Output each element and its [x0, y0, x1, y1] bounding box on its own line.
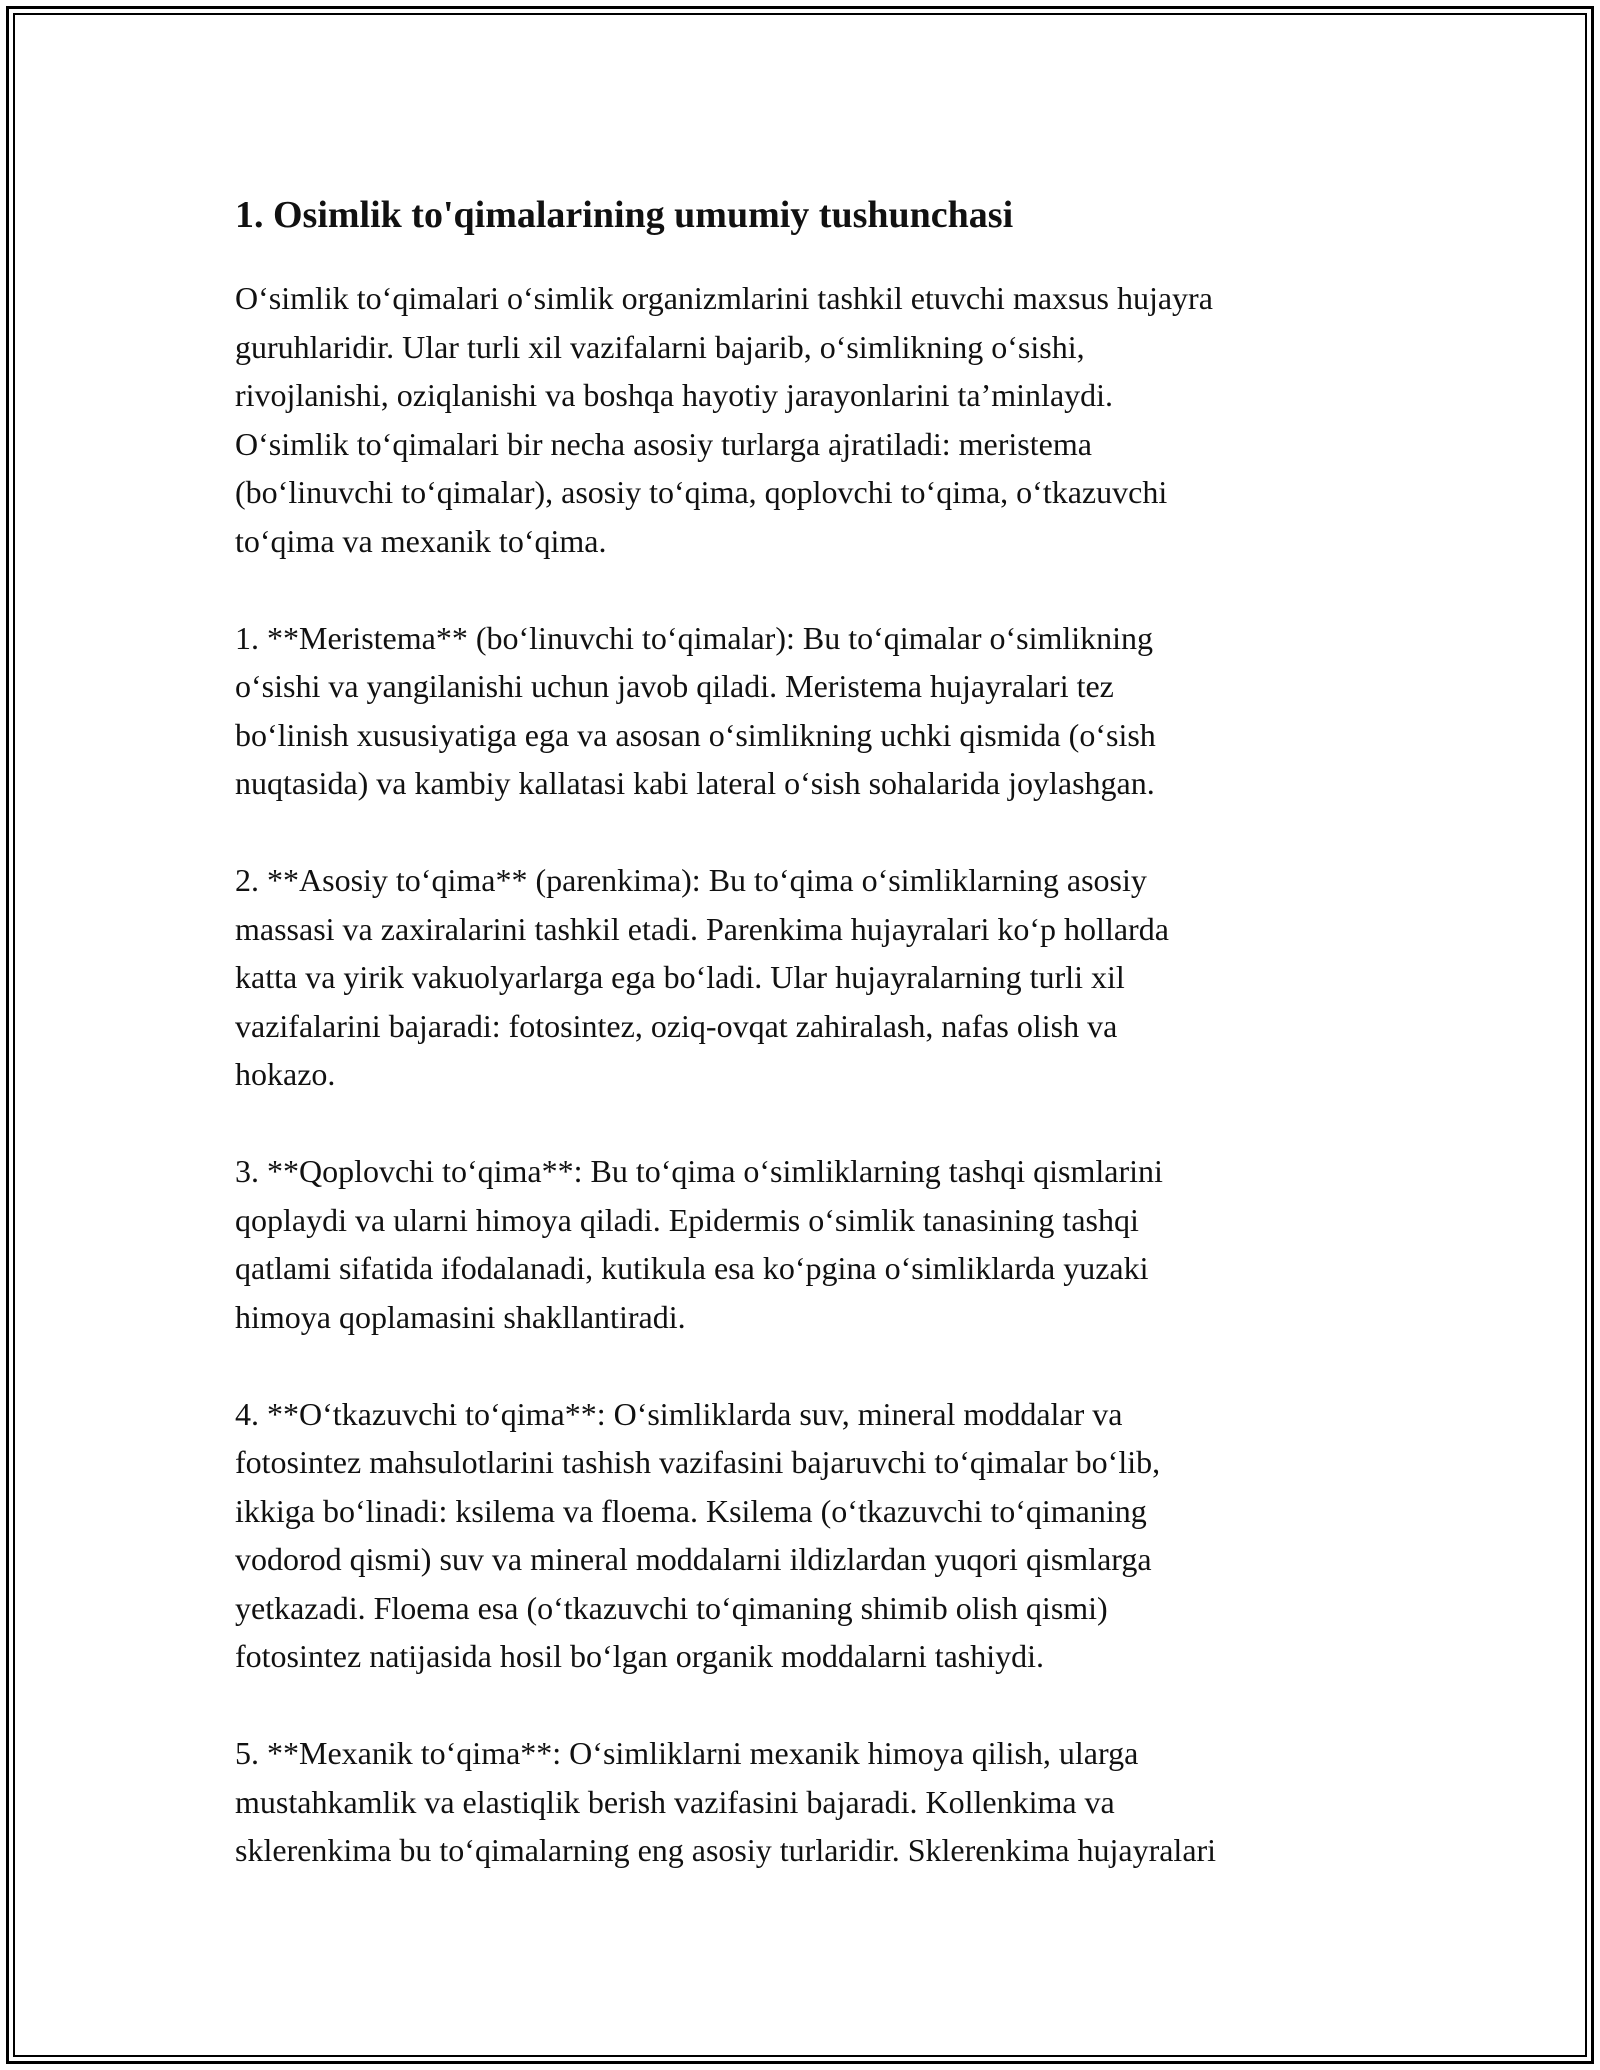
text-line: ikkiga bo‘linadi: ksilema va floema. Ksilema (o‘tkazuvchi to‘qimaning [235, 1492, 1147, 1529]
text-line: himoya qoplamasini shakllantiradi. [235, 1298, 686, 1335]
text-line: mustahkamlik va elastiqlik berish vazifasini bajaradi. Kollenkima va [235, 1783, 1115, 1820]
text-line: qatlami sifatida ifodalanadi, kutikula esa ko‘pgina o‘simliklarda yuzaki [235, 1250, 1149, 1286]
text-line: guruhlaridir. Ular turli xil vazifalarni bajarib, o‘simlikning o‘sishi, [235, 328, 1085, 365]
qoplovchi-toqima-paragraph [235, 1147, 1375, 1341]
text-line: vazifalarini bajaradi: fotosintez, oziq-ovqat zahiralash, nafas olish va [235, 1007, 1118, 1044]
text-line: sklerenkima bu to‘qimalarning eng asosiy turlaridir. Sklerenkima hujayralari [235, 1832, 1217, 1868]
intro-paragraph [235, 274, 1375, 565]
text-line: (bo‘linuvchi to‘qimalar), asosiy to‘qima, qoplovchi to‘qima, o‘tkazuvchi [235, 474, 1168, 510]
text-line: fotosintez natijasida hosil bo‘lgan organik moddalarni tashiydi. [235, 1638, 1045, 1674]
text-line: yetkazadi. Floema esa (o‘tkazuvchi to‘qimaning shimib olish qismi) [235, 1589, 1108, 1626]
document-title: 1. Osimlik to'qimalarining umumiy tushunchasi [235, 194, 1014, 236]
meristema-paragraph [235, 614, 1375, 808]
text-line: qoplaydi va ularni himoya qiladi. Epidermis o‘simlik tanasining tashqi [235, 1201, 1139, 1238]
document-body [235, 188, 1375, 1923]
text-line: 2. **Asosiy to‘qima** (parenkima): Bu to‘qima o‘simliklarning asosiy [235, 862, 1147, 898]
text-line: 5. **Mexanik to‘qima**: O‘simliklarni mexanik himoya qilish, ularga [235, 1735, 1139, 1771]
text-line: massasi va zaxiralarini tashkil etadi. Parenkima hujayralari ko‘p hollarda [235, 910, 1169, 947]
text-line: O‘simlik to‘qimalari o‘simlik organizmlarini tashkil etuvchi maxsus hujayra [235, 280, 1213, 316]
text-line: o‘sishi va yangilanishi uchun javob qiladi. Meristema hujayralari tez [235, 668, 1114, 704]
text-line: 4. **O‘tkazuvchi to‘qima**: O‘simliklarda suv, mineral moddalar va [235, 1395, 1123, 1432]
text-line: vodorod qismi) suv va mineral moddalarni ildizlardan yuqori qismlarga [235, 1541, 1152, 1577]
text-line: O‘simlik to‘qimalari bir necha asosiy turlarga ajratiladi: meristema [235, 425, 1092, 462]
mexanik-toqima-paragraph [235, 1729, 1375, 1875]
text-line: rivojlanishi, oziqlanishi va boshqa hayotiy jarayonlarini ta’minlaydi. [235, 377, 1114, 413]
text-line: 3. **Qoplovchi to‘qima**: Bu to‘qima o‘simliklarning tashqi qismlarini [235, 1153, 1163, 1189]
text-line: nuqtasida) va kambiy kallatasi kabi lateral o‘sish sohalarida joylashgan. [235, 765, 1155, 801]
otkazuvchi-toqima-paragraph [235, 1390, 1375, 1681]
text-line: fotosintez mahsulotlarini tashish vazifasini bajaruvchi to‘qimalar bo‘lib, [235, 1444, 1161, 1480]
text-line: to‘qima va mexanik to‘qima. [235, 522, 607, 559]
text-line: 1. **Meristema** (bo‘linuvchi to‘qimalar): Bu to‘qimalar o‘simlikning [235, 619, 1154, 656]
asosiy-toqima-paragraph [235, 856, 1375, 1099]
text-line: katta va yirik vakuolyarlarga ega bo‘ladi. Ular hujayralarning turli xil [235, 959, 1125, 995]
text-line: bo‘linish xususiyatiga ega va asosan o‘simlikning uchki qismida (o‘sish [235, 716, 1156, 753]
text-line: hokazo. [235, 1056, 336, 1092]
